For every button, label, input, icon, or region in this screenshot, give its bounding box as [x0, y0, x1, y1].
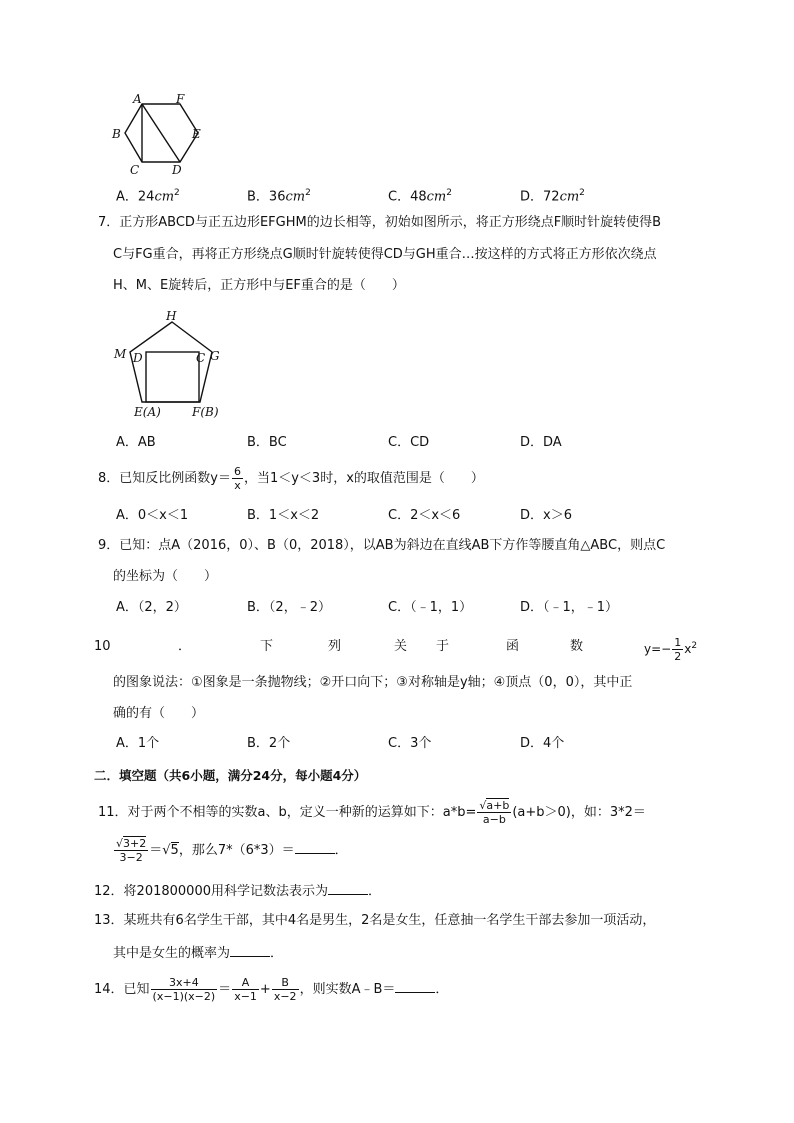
- fig7-label-fb: F(B): [192, 405, 219, 419]
- q10-char-3: 关: [394, 639, 408, 654]
- q10-option-d: D．4个: [520, 736, 565, 751]
- q10-dot: ．: [178, 639, 192, 654]
- q14-answer-blank[interactable]: [395, 980, 435, 993]
- q8-option-d: D．x＞6: [520, 508, 572, 523]
- q8-question: 8．已知反比例函数y＝ $\frac{6}{x}$ ，当1＜y＜3时，x的取值范围是（ ）: [98, 465, 484, 492]
- q8-option-a: A．0＜x＜1: [116, 508, 189, 523]
- section-title: 二．填空题（共6小题，满分24分，每小题4分）: [94, 768, 367, 783]
- q10-option-b: B．2个: [247, 736, 291, 751]
- q10-char-1: 下: [260, 639, 274, 654]
- q12-answer-blank[interactable]: [328, 882, 368, 895]
- q8-option-b: B．1＜x＜2: [247, 508, 320, 523]
- q9-option-b: B．（2，﹣2）: [247, 600, 331, 615]
- q10-char-2: 列: [328, 639, 342, 654]
- q13-answer-blank[interactable]: [230, 944, 270, 957]
- q14-question: 14．已知 $\frac{3x+4}{(x-1)(x-2)}$ ＝ $\frac{A}{x-1}$ + $\frac{B}{x-2}$ ，则实数A﹣B＝ ．: [94, 976, 449, 1003]
- q10-line-2: 的图象说法：①图象是一条抛物线；②开口向下；③对称轴是y轴；④顶点（0，0），其中正: [113, 675, 633, 690]
- fig6-label-e: E: [192, 127, 201, 141]
- q6-option-d: D．$72cm^2$: [520, 188, 585, 205]
- fig7-label-g: G: [210, 349, 220, 363]
- q10-char-5: 函: [506, 639, 520, 654]
- q6-option-a: A．$24cm^2$: [116, 188, 180, 205]
- fig7-label-h: H: [166, 309, 177, 323]
- q13-line-2: 其中是女生的概率为 ．: [113, 946, 284, 961]
- q13-line-1: 13．某班共有6名学生干部，其中4名是男生，2名是女生，任意抽一名学生干部去参加一项活动，: [94, 913, 656, 928]
- q10-option-c: C．3个: [388, 736, 432, 751]
- q7-option-c: C．CD: [388, 435, 430, 450]
- fig6-label-d: D: [172, 163, 182, 177]
- q7-line-3: H、M、E旋转后，正方形中与EF重合的是（ ）: [113, 278, 405, 293]
- fig7-label-c: C: [196, 351, 206, 365]
- q11-fraction: $\frac{√a+b}{a-b}$: [479, 799, 510, 826]
- fig6-label-f: F: [176, 92, 185, 106]
- q11-example-fraction: $\frac{√3+2}{3-2}$: [116, 837, 147, 864]
- fig7-label-m: M: [114, 347, 127, 361]
- fig6-label-a: A: [133, 92, 142, 106]
- q11-answer-blank[interactable]: [295, 841, 335, 854]
- q6-option-c: C．$48cm^2$: [388, 188, 452, 205]
- q11-line-2: $\frac{√3+2}{3-2}$ ＝√5，那么7*（6*3）＝ ．: [116, 837, 348, 864]
- q9-option-a: A．（2，2）: [116, 600, 187, 615]
- q6-option-b: B．$36cm^2$: [247, 188, 311, 205]
- q10-char-6: 数: [570, 639, 584, 654]
- fig7-label-ea: E(A): [134, 405, 161, 419]
- q9-option-c: C．（﹣1，1）: [388, 600, 473, 615]
- q7-option-b: B．BC: [247, 435, 287, 450]
- q10-function: y=− $\frac{1}{2}$ $x^2$: [644, 636, 698, 663]
- q7-line-1: 7．正方形ABCD与正五边形EFGHM的边长相等，初始如图所示，将正方形绕点F顺时针旋转使得B: [98, 215, 662, 230]
- q9-line-1: 9．已知：点A（2016，0）、B（0，2018），以AB为斜边在直线AB下方作等腰直角△ABC，则点C: [98, 538, 666, 553]
- hexagon-figure: [108, 90, 218, 180]
- q7-line-2: C与FG重合，再将正方形绕点G顺时针旋转使得CD与GH重合…按这样的方式将正方形依次绕点: [113, 247, 657, 262]
- q10-number: 10: [94, 639, 111, 654]
- q9-line-2: 的坐标为（ ）: [113, 569, 218, 584]
- q11-line-1: 11．对于两个不相等的实数a、b，定义一种新的运算如下：a*b= $\frac{√a+b}{a-b}$ (a+b＞0)，如：3*2＝: [98, 799, 646, 826]
- pentagon-square-figure: [108, 306, 228, 422]
- q10-char-4: 于: [436, 639, 450, 654]
- q8-fraction: $\frac{6}{x}$: [233, 465, 241, 492]
- fig7-label-d: D: [133, 351, 143, 365]
- fig6-label-c: C: [130, 163, 140, 177]
- q8-option-c: C．2＜x＜6: [388, 508, 461, 523]
- q10-option-a: A．1个: [116, 736, 160, 751]
- fig6-label-b: B: [112, 127, 121, 141]
- q9-option-d: D．（﹣1，﹣1）: [520, 600, 619, 615]
- q10-line-3: 确的有（ ）: [113, 706, 205, 721]
- q7-option-d: D．DA: [520, 435, 562, 450]
- q12-question: 12．将201800000用科学记数法表示为 ．: [94, 884, 381, 899]
- q7-option-a: A．AB: [116, 435, 156, 450]
